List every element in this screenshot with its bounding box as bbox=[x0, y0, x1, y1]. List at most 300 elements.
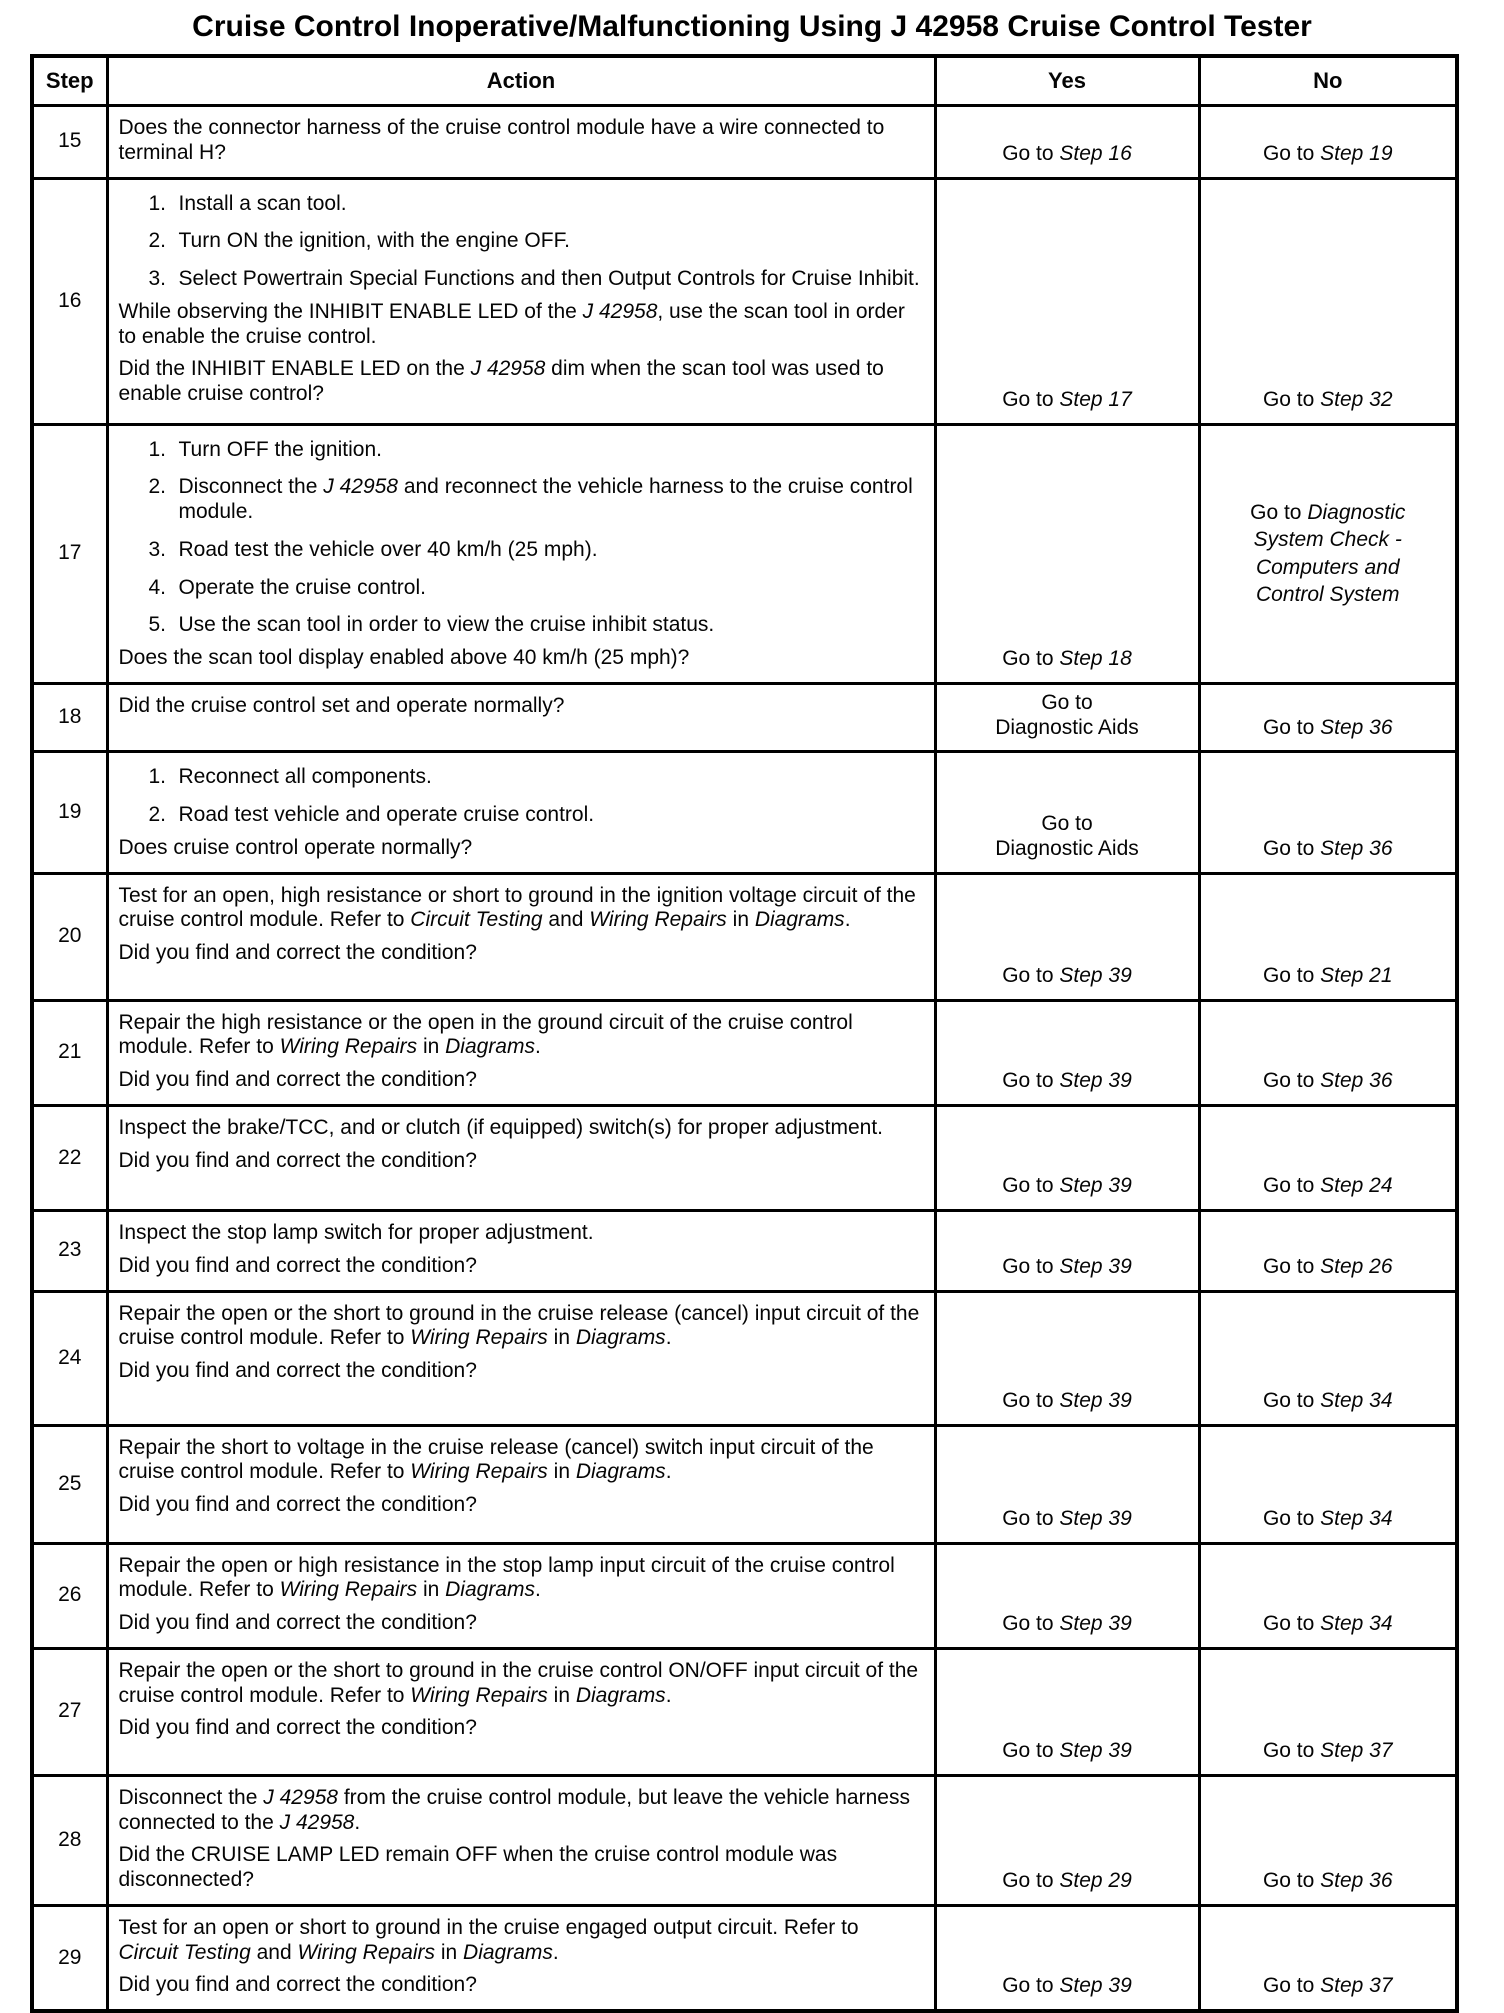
list-number: 1. bbox=[148, 437, 167, 461]
answer-line bbox=[945, 142, 1190, 167]
yes-cell bbox=[935, 1775, 1199, 1905]
text-segment: Did you find and correct the condition? bbox=[118, 1973, 477, 1997]
no-cell bbox=[1199, 1211, 1457, 1292]
text-segment: in bbox=[417, 1578, 446, 1602]
action-paragraph bbox=[119, 1843, 922, 1893]
reference-text: Step 39 bbox=[1059, 1174, 1132, 1198]
reference-text: Step 36 bbox=[1320, 715, 1393, 739]
list-number: 4. bbox=[148, 575, 167, 599]
text-segment: Did you find and correct the condition? bbox=[118, 1716, 477, 1740]
text-segment: Diagnostic Aids bbox=[995, 715, 1139, 739]
step-number-cell: 19 bbox=[32, 752, 107, 873]
yes-cell bbox=[935, 106, 1199, 179]
text-segment: in bbox=[726, 908, 755, 932]
list-item-text bbox=[179, 803, 922, 828]
header-step: Step bbox=[32, 56, 107, 106]
yes-cell bbox=[935, 1000, 1199, 1105]
reference-text: Step 36 bbox=[1320, 1069, 1393, 1093]
action-paragraph bbox=[119, 116, 922, 166]
answer-line bbox=[1209, 1612, 1448, 1637]
text-segment: Go to bbox=[1262, 1388, 1321, 1412]
action-cell bbox=[107, 1106, 935, 1211]
text-segment: Go to bbox=[1041, 690, 1093, 714]
reference-text: Step 37 bbox=[1320, 1974, 1393, 1998]
action-list-item bbox=[149, 192, 922, 217]
action-paragraph bbox=[119, 1436, 922, 1486]
action-paragraph bbox=[119, 1786, 922, 1836]
answer-line bbox=[1209, 526, 1448, 553]
text-segment: Go to bbox=[1262, 141, 1321, 165]
text-segment: Does the connector harness of the cruise control module have a wire connected to terminal H? bbox=[118, 116, 885, 164]
yes-cell bbox=[935, 1425, 1199, 1543]
action-paragraph bbox=[119, 1554, 922, 1604]
reference-text: Step 39 bbox=[1059, 1069, 1132, 1093]
action-cell bbox=[107, 1648, 935, 1775]
reference-text: Diagrams bbox=[463, 1940, 553, 1964]
action-paragraph bbox=[119, 1149, 922, 1174]
reference-text: Step 16 bbox=[1059, 141, 1132, 165]
reference-text: Wiring Repairs bbox=[410, 1326, 548, 1350]
action-paragraph bbox=[119, 646, 922, 671]
reference-text: Step 39 bbox=[1059, 963, 1132, 987]
text-segment: Go to bbox=[1262, 836, 1321, 860]
reference-text: Diagrams bbox=[445, 1578, 535, 1602]
text-segment: Select Powertrain Special Functions and then Output Controls for Cruise Inhibit. bbox=[178, 267, 920, 291]
answer-line bbox=[945, 964, 1190, 989]
text-segment: Go to bbox=[1002, 1174, 1060, 1198]
table-row bbox=[32, 683, 1457, 752]
answer-line bbox=[1209, 388, 1448, 413]
list-item-text bbox=[179, 613, 922, 638]
action-cell bbox=[107, 424, 935, 683]
list-number: 5. bbox=[148, 613, 167, 637]
step-number-cell: 27 bbox=[32, 1648, 107, 1775]
answer-line bbox=[945, 691, 1190, 716]
action-paragraph bbox=[119, 941, 922, 966]
reference-text: Step 24 bbox=[1320, 1174, 1393, 1198]
reference-text: Step 21 bbox=[1320, 963, 1393, 987]
list-number: 2. bbox=[148, 229, 167, 253]
text-segment: , use the scan tool in order to enable the cruise control. bbox=[118, 299, 905, 348]
text-segment: Did you find and correct the condition? bbox=[118, 1611, 477, 1635]
list-number: 3. bbox=[148, 537, 167, 561]
reference-text: Step 39 bbox=[1059, 1612, 1132, 1636]
action-cell bbox=[107, 873, 935, 1000]
text-segment: Go to bbox=[1262, 387, 1321, 411]
text-segment: Does cruise control operate normally? bbox=[118, 835, 473, 859]
text-segment: Did the CRUISE LAMP LED remain OFF when the cruise control module was disconnected? bbox=[118, 1843, 838, 1892]
list-number: 1. bbox=[148, 765, 167, 789]
table-row bbox=[32, 1211, 1457, 1292]
reference-text: Wiring Repairs bbox=[589, 908, 727, 932]
text-segment: Go to bbox=[1041, 812, 1093, 836]
text-segment: Go to bbox=[1262, 1254, 1321, 1278]
text-segment: Road test the vehicle over 40 km/h (25 mph). bbox=[178, 537, 598, 561]
text-segment: Go to bbox=[1262, 1174, 1321, 1198]
text-segment: Go to bbox=[1262, 1612, 1321, 1636]
action-cell bbox=[107, 106, 935, 179]
text-segment: Did the cruise control set and operate normally? bbox=[118, 693, 565, 717]
reference-text: Step 34 bbox=[1320, 1506, 1393, 1530]
text-segment: Go to bbox=[1262, 1739, 1321, 1763]
text-segment: Road test vehicle and operate cruise control. bbox=[178, 803, 595, 827]
reference-text: Computers and bbox=[1255, 555, 1400, 579]
answer-line bbox=[1209, 837, 1448, 862]
yes-cell bbox=[935, 1211, 1199, 1292]
text-segment: Go to bbox=[1002, 387, 1060, 411]
action-cell bbox=[107, 1425, 935, 1543]
reference-text: J 42958 bbox=[470, 357, 546, 381]
action-paragraph bbox=[119, 300, 922, 350]
text-segment: Go to bbox=[1002, 647, 1060, 671]
text-segment: . bbox=[665, 1683, 672, 1707]
table-body bbox=[32, 106, 1457, 2012]
table-row bbox=[32, 1905, 1457, 2011]
reference-text: Wiring Repairs bbox=[279, 1035, 418, 1059]
text-segment: and bbox=[250, 1940, 298, 1964]
text-segment: Turn ON the ignition, with the engine OFF. bbox=[178, 229, 570, 253]
reference-text: Step 39 bbox=[1059, 1739, 1132, 1763]
no-cell bbox=[1199, 424, 1457, 683]
action-paragraph bbox=[119, 1068, 922, 1093]
list-item-text bbox=[179, 765, 922, 790]
list-item-text bbox=[179, 267, 922, 292]
table-row bbox=[32, 1291, 1457, 1425]
action-paragraph bbox=[119, 836, 922, 861]
step-number-cell: 22 bbox=[32, 1106, 107, 1211]
answer-line bbox=[1209, 1739, 1448, 1764]
step-number-cell: 15 bbox=[32, 106, 107, 179]
text-segment: Install a scan tool. bbox=[178, 191, 347, 215]
action-list-item bbox=[149, 229, 922, 254]
reference-text: J 42958 bbox=[323, 475, 398, 499]
table-header bbox=[32, 56, 1457, 106]
list-item-text bbox=[179, 229, 922, 254]
text-segment: Operate the cruise control. bbox=[178, 575, 426, 599]
text-segment: Go to bbox=[1002, 1069, 1060, 1093]
action-paragraph bbox=[119, 357, 922, 407]
reference-text: Diagrams bbox=[445, 1035, 535, 1059]
action-paragraph bbox=[119, 1611, 922, 1636]
reference-text: System Check - bbox=[1253, 528, 1402, 552]
action-paragraph bbox=[119, 1254, 922, 1279]
action-paragraph bbox=[119, 1116, 922, 1141]
text-segment: Go to bbox=[1002, 1254, 1060, 1278]
action-list-item bbox=[149, 765, 922, 790]
action-list-item bbox=[149, 475, 922, 525]
text-segment: and reconnect the vehicle harness to the cruise control module. bbox=[178, 475, 913, 524]
answer-line bbox=[945, 837, 1190, 862]
text-segment: Repair the short to voltage in the cruise release (cancel) switch input circuit of the cruise control module. Refer to bbox=[118, 1435, 874, 1484]
reference-text: J 42958 bbox=[279, 1810, 355, 1834]
action-paragraph bbox=[119, 1221, 922, 1246]
text-segment: While observing the INHIBIT ENABLE LED of the bbox=[118, 299, 583, 323]
reference-text: Step 18 bbox=[1059, 647, 1132, 671]
list-item-text bbox=[179, 475, 922, 525]
yes-cell bbox=[935, 178, 1199, 424]
reference-text: Wiring Repairs bbox=[279, 1578, 418, 1602]
text-segment: Turn OFF the ignition. bbox=[178, 437, 382, 461]
reference-text: Step 36 bbox=[1320, 1869, 1393, 1893]
action-cell bbox=[107, 1543, 935, 1648]
step-number-cell: 23 bbox=[32, 1211, 107, 1292]
reference-text: Diagrams bbox=[575, 1326, 666, 1350]
text-segment: Use the scan tool in order to view the cruise inhibit status. bbox=[178, 613, 715, 637]
text-segment: Go to bbox=[1002, 1869, 1060, 1893]
reference-text: Diagrams bbox=[575, 1460, 666, 1484]
reference-text: Step 37 bbox=[1320, 1739, 1393, 1763]
action-cell bbox=[107, 1291, 935, 1425]
action-cell bbox=[107, 752, 935, 873]
reference-text: Circuit Testing bbox=[118, 1940, 251, 1964]
step-number-cell: 18 bbox=[32, 683, 107, 752]
answer-line bbox=[1209, 142, 1448, 167]
list-item-text bbox=[179, 192, 922, 217]
yes-cell bbox=[935, 1291, 1199, 1425]
text-segment: Reconnect all components. bbox=[178, 765, 432, 789]
text-segment: Inspect the brake/TCC, and or clutch (if equipped) switch(s) for proper adjustment. bbox=[118, 1116, 884, 1140]
action-list-item bbox=[149, 538, 922, 563]
reference-text: Wiring Repairs bbox=[410, 1683, 548, 1707]
list-item-text bbox=[179, 538, 922, 563]
action-paragraph bbox=[119, 1359, 922, 1384]
text-segment: and bbox=[542, 908, 590, 932]
answer-line bbox=[945, 716, 1190, 741]
list-number: 3. bbox=[148, 267, 167, 291]
step-number-cell: 28 bbox=[32, 1775, 107, 1905]
text-segment: Did you find and correct the condition? bbox=[118, 1493, 477, 1517]
action-list-item bbox=[149, 613, 922, 638]
step-number-cell: 25 bbox=[32, 1425, 107, 1543]
answer-line bbox=[1209, 581, 1448, 608]
answer-line bbox=[945, 1974, 1190, 1999]
text-segment: Did the INHIBIT ENABLE LED on the bbox=[118, 357, 471, 381]
troubleshooting-table bbox=[30, 54, 1459, 2013]
answer-line bbox=[945, 647, 1190, 672]
no-cell bbox=[1199, 178, 1457, 424]
answer-line bbox=[1209, 554, 1448, 581]
answer-line bbox=[945, 1739, 1190, 1764]
step-number-cell: 29 bbox=[32, 1905, 107, 2011]
text-segment: Go to bbox=[1262, 715, 1321, 739]
header-no: No bbox=[1199, 56, 1457, 106]
answer-line bbox=[1209, 1974, 1448, 1999]
page-title: Cruise Control Inoperative/Malfunctioning Using J 42958 Cruise Control Tester bbox=[192, 10, 1312, 43]
no-cell bbox=[1199, 1425, 1457, 1543]
no-cell bbox=[1199, 1000, 1457, 1105]
answer-line bbox=[1209, 1174, 1448, 1199]
reference-text: Wiring Repairs bbox=[297, 1940, 436, 1964]
text-segment: in bbox=[547, 1683, 576, 1707]
answer-line bbox=[1209, 1389, 1448, 1414]
reference-text: Step 39 bbox=[1059, 1388, 1132, 1412]
table-row bbox=[32, 1000, 1457, 1105]
action-cell bbox=[107, 178, 935, 424]
text-segment: Go to bbox=[1262, 963, 1321, 987]
text-segment: Inspect the stop lamp switch for proper adjustment. bbox=[118, 1221, 594, 1245]
no-cell bbox=[1199, 1775, 1457, 1905]
header-row bbox=[32, 56, 1457, 106]
reference-text: Diagrams bbox=[754, 908, 845, 932]
reference-text: Diagnostic bbox=[1307, 501, 1406, 525]
reference-text: Control System bbox=[1255, 583, 1400, 606]
action-cell bbox=[107, 683, 935, 752]
text-segment: from the cruise control module, but leave the vehicle harness connected to the bbox=[118, 1785, 910, 1834]
step-number-cell: 24 bbox=[32, 1291, 107, 1425]
text-segment: Go to bbox=[1262, 1506, 1321, 1530]
table-row bbox=[32, 424, 1457, 683]
answer-line bbox=[1209, 964, 1448, 989]
action-cell bbox=[107, 1211, 935, 1292]
no-cell bbox=[1199, 1648, 1457, 1775]
answer-line bbox=[1209, 1507, 1448, 1532]
yes-cell bbox=[935, 683, 1199, 752]
text-segment: in bbox=[547, 1326, 576, 1350]
text-segment: Go to bbox=[1002, 1506, 1060, 1530]
text-segment: Test for an open or short to ground in the cruise engaged output circuit. Refer to bbox=[118, 1915, 859, 1939]
action-paragraph bbox=[119, 1916, 922, 1966]
list-item-text bbox=[179, 576, 922, 601]
step-number-cell: 26 bbox=[32, 1543, 107, 1648]
action-paragraph bbox=[119, 1659, 922, 1709]
action-cell bbox=[107, 1000, 935, 1105]
reference-text: J 42958 bbox=[582, 299, 658, 323]
answer-line bbox=[945, 1174, 1190, 1199]
yes-cell bbox=[935, 1543, 1199, 1648]
answer-line bbox=[1209, 716, 1448, 741]
reference-text: Step 34 bbox=[1320, 1612, 1393, 1636]
reference-text: Step 26 bbox=[1320, 1254, 1393, 1278]
action-paragraph bbox=[119, 1302, 922, 1352]
text-segment: Did you find and correct the condition? bbox=[118, 1068, 477, 1092]
answer-line bbox=[945, 388, 1190, 413]
table-row bbox=[32, 106, 1457, 179]
answer-line bbox=[945, 812, 1190, 837]
text-segment: . bbox=[534, 1578, 541, 1602]
yes-cell bbox=[935, 424, 1199, 683]
text-segment: in bbox=[417, 1035, 446, 1059]
text-segment: dim when the scan tool was used to enable cruise control? bbox=[118, 357, 884, 406]
reference-text: Diagrams bbox=[575, 1683, 666, 1707]
action-list-item bbox=[149, 267, 922, 292]
reference-text: Step 29 bbox=[1059, 1869, 1132, 1893]
text-segment: . bbox=[665, 1326, 672, 1350]
action-list-item bbox=[149, 803, 922, 828]
no-cell bbox=[1199, 683, 1457, 752]
text-segment: Did you find and correct the condition? bbox=[118, 1253, 477, 1277]
reference-text: J 42958 bbox=[263, 1785, 338, 1809]
no-cell bbox=[1199, 1291, 1457, 1425]
reference-text: Circuit Testing bbox=[410, 908, 543, 932]
text-segment: Did you find and correct the condition? bbox=[118, 1359, 477, 1383]
answer-line bbox=[945, 1255, 1190, 1280]
answer-line bbox=[945, 1069, 1190, 1094]
text-segment: Disconnect the bbox=[118, 1785, 264, 1809]
text-segment: Go to bbox=[1002, 963, 1060, 987]
text-segment: Repair the high resistance or the open in the ground circuit of the cruise control module. Refer to bbox=[118, 1010, 853, 1059]
yes-cell bbox=[935, 1106, 1199, 1211]
answer-line bbox=[945, 1612, 1190, 1637]
list-item-text bbox=[179, 438, 922, 463]
text-segment: . bbox=[552, 1940, 559, 1964]
list-number: 1. bbox=[148, 191, 167, 215]
text-segment: Test for an open, high resistance or short to ground in the ignition voltage circuit of the cruise control module. Refer to bbox=[118, 883, 916, 932]
table-row bbox=[32, 1648, 1457, 1775]
text-segment: Go to bbox=[1262, 1974, 1321, 1998]
text-segment: Go to bbox=[1250, 501, 1308, 525]
action-list-item bbox=[149, 576, 922, 601]
text-segment: Did you find and correct the condition? bbox=[118, 941, 477, 965]
answer-line bbox=[1209, 1255, 1448, 1280]
table-row bbox=[32, 752, 1457, 873]
yes-cell bbox=[935, 1905, 1199, 2011]
step-number-cell: 17 bbox=[32, 424, 107, 683]
text-segment: Go to bbox=[1002, 1388, 1060, 1412]
text-segment: Go to bbox=[1002, 141, 1060, 165]
no-cell bbox=[1199, 752, 1457, 873]
table-row bbox=[32, 178, 1457, 424]
reference-text: Step 34 bbox=[1320, 1388, 1393, 1412]
reference-text: Step 17 bbox=[1059, 387, 1132, 411]
action-list-item bbox=[149, 438, 922, 463]
text-segment: Go to bbox=[1002, 1974, 1060, 1998]
reference-text: Step 19 bbox=[1320, 141, 1393, 165]
text-segment: Go to bbox=[1002, 1612, 1060, 1636]
action-paragraph bbox=[119, 1716, 922, 1741]
yes-cell bbox=[935, 873, 1199, 1000]
text-segment: . bbox=[844, 908, 851, 932]
text-segment: Did you find and correct the condition? bbox=[118, 1148, 477, 1172]
no-cell bbox=[1199, 873, 1457, 1000]
action-paragraph bbox=[119, 694, 922, 719]
text-segment: Repair the open or the short to ground in the cruise release (cancel) input circuit of the cruise control module. Refer to bbox=[118, 1301, 920, 1350]
reference-text: Step 39 bbox=[1059, 1974, 1132, 1998]
text-segment: Go to bbox=[1002, 1739, 1060, 1763]
answer-line bbox=[1209, 1869, 1448, 1894]
reference-text: Step 36 bbox=[1320, 836, 1393, 860]
no-cell bbox=[1199, 106, 1457, 179]
header-yes: Yes bbox=[935, 56, 1199, 106]
action-paragraph bbox=[119, 1011, 922, 1061]
reference-text: Wiring Repairs bbox=[410, 1460, 548, 1484]
action-paragraph bbox=[119, 1493, 922, 1518]
action-cell bbox=[107, 1905, 935, 2011]
text-segment: Does the scan tool display enabled above 40 km/h (25 mph)? bbox=[118, 646, 690, 670]
text-segment: Disconnect the bbox=[178, 475, 324, 499]
text-segment: . bbox=[665, 1460, 672, 1484]
answer-line bbox=[945, 1389, 1190, 1414]
answer-line bbox=[945, 1869, 1190, 1894]
answer-line bbox=[945, 1507, 1190, 1532]
text-segment: Repair the open or the short to ground in the cruise control ON/OFF input circuit of the cruise control module. Refer to bbox=[118, 1658, 919, 1707]
table-row bbox=[32, 1106, 1457, 1211]
table-row bbox=[32, 873, 1457, 1000]
no-cell bbox=[1199, 1543, 1457, 1648]
list-number: 2. bbox=[148, 475, 167, 499]
text-segment: in bbox=[435, 1940, 464, 1964]
answer-line bbox=[1209, 499, 1448, 526]
action-paragraph bbox=[119, 1973, 922, 1998]
reference-text: Step 39 bbox=[1059, 1254, 1132, 1278]
table-row bbox=[32, 1543, 1457, 1648]
list-number: 2. bbox=[148, 803, 167, 827]
table-row bbox=[32, 1425, 1457, 1543]
yes-cell bbox=[935, 752, 1199, 873]
reference-text: Step 39 bbox=[1059, 1506, 1132, 1530]
action-cell bbox=[107, 1775, 935, 1905]
text-segment: in bbox=[547, 1460, 576, 1484]
text-segment: . bbox=[354, 1810, 361, 1834]
